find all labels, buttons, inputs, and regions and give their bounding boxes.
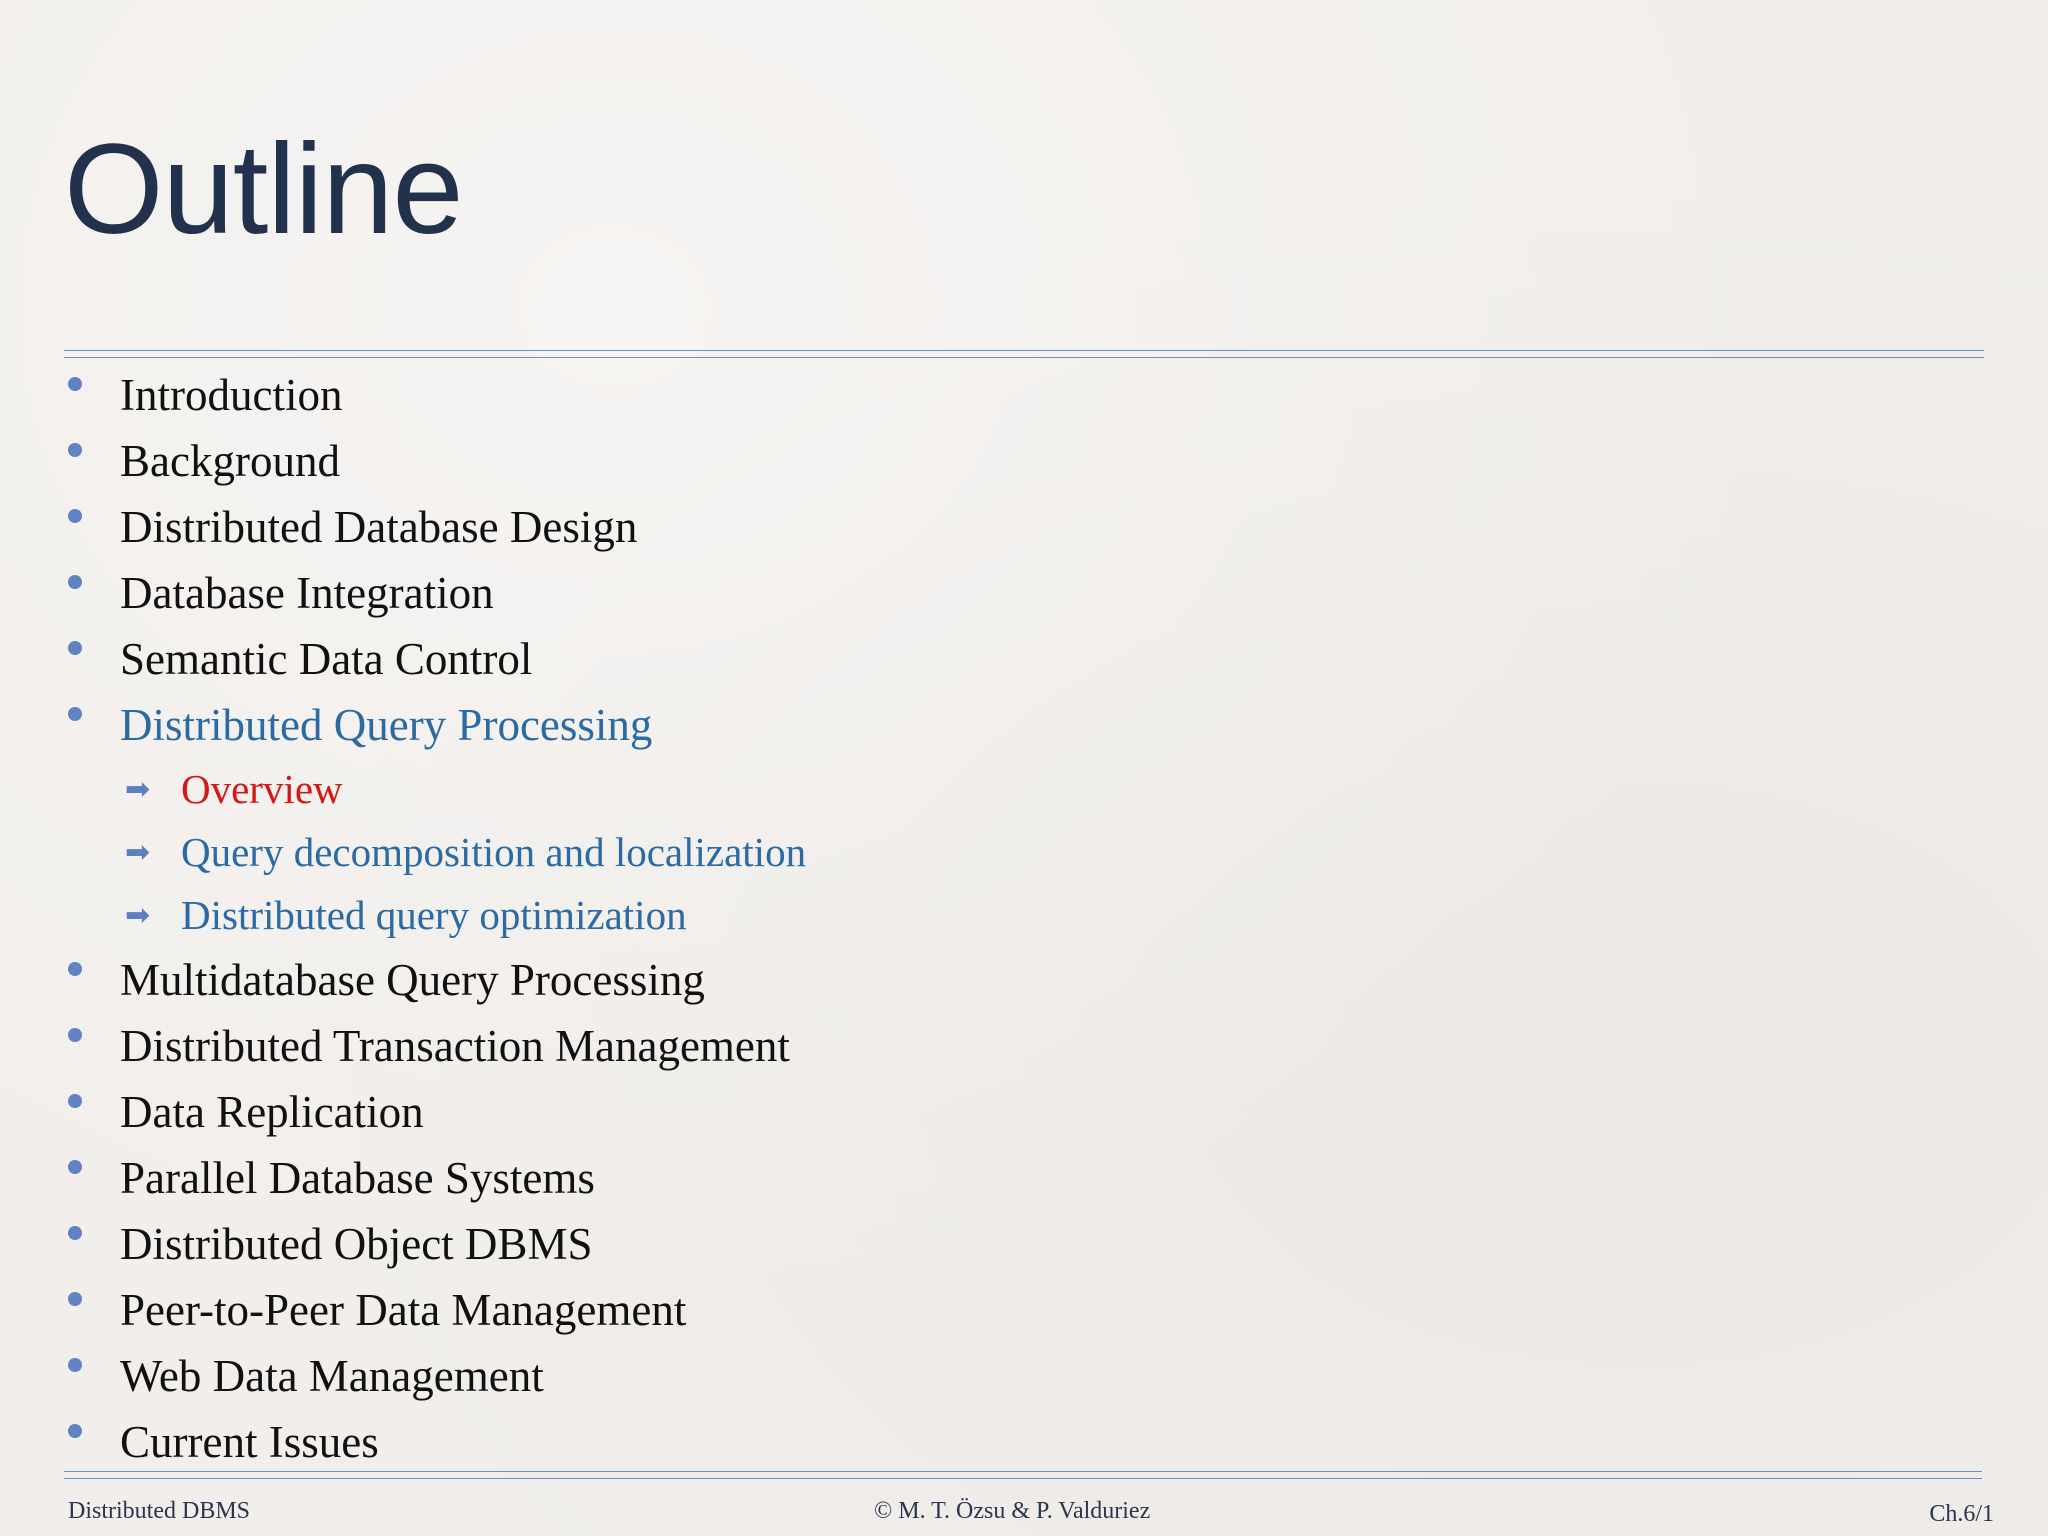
outline-item-background xyxy=(60,428,806,494)
bullet-icon xyxy=(68,707,82,721)
outline-item-label: Peer-to-Peer Data Management xyxy=(120,1285,687,1335)
footer-rule-secondary xyxy=(64,1478,1982,1479)
outline-item-current-issues xyxy=(60,1409,806,1475)
bullet-icon xyxy=(68,443,82,457)
arrow-right-icon: ➡ xyxy=(125,898,151,933)
outline-item-label: Background xyxy=(120,436,340,486)
bullet-icon xyxy=(68,962,82,976)
header-rule-secondary xyxy=(64,357,1984,358)
outline-subitem-distributed-query-optimization xyxy=(60,884,806,947)
slide-title: Outline xyxy=(64,118,463,261)
outline-item-label: Distributed Transaction Management xyxy=(120,1021,790,1071)
bullet-icon xyxy=(68,377,82,391)
outline-item-parallel-database-systems xyxy=(60,1145,806,1211)
bullet-icon xyxy=(68,1028,82,1042)
bullet-icon xyxy=(68,1424,82,1438)
outline-item-label: Web Data Management xyxy=(120,1351,544,1401)
outline-item-multidatabase-query-processing xyxy=(60,947,806,1013)
outline-item-peer-to-peer-data-management xyxy=(60,1277,806,1343)
outline-item-introduction xyxy=(60,362,806,428)
outline-subitem-overview xyxy=(60,758,806,821)
bullet-icon xyxy=(68,1226,82,1240)
outline-item-label: Multidatabase Query Processing xyxy=(120,955,705,1005)
footer-rule xyxy=(64,1471,1982,1472)
outline-item-web-data-management xyxy=(60,1343,806,1409)
outline-item-label: Database Integration xyxy=(120,568,494,618)
outline-item-label: Distributed Database Design xyxy=(120,502,638,552)
outline-item-label: Current Issues xyxy=(120,1417,379,1467)
outline-item-label: Distributed Query Processing xyxy=(120,700,653,750)
footer-course-name: Distributed DBMS xyxy=(68,1498,251,1524)
bullet-icon xyxy=(68,1358,82,1372)
bullet-icon xyxy=(68,575,82,589)
outline-item-label: Introduction xyxy=(120,370,343,420)
bullet-icon xyxy=(68,1160,82,1174)
bullet-icon xyxy=(68,641,82,655)
outline-subitem-label: Overview xyxy=(181,766,343,812)
outline-item-database-integration xyxy=(60,560,806,626)
footer-page-number: Ch.6/1 xyxy=(1929,1501,1994,1527)
outline-item-distributed-transaction-management xyxy=(60,1013,806,1079)
footer-copyright: © M. T. Özsu & P. Valduriez xyxy=(874,1498,1151,1524)
outline-item-label: Semantic Data Control xyxy=(120,634,533,684)
bullet-icon xyxy=(68,1094,82,1108)
outline-item-distributed-query-processing xyxy=(60,692,806,758)
arrow-right-icon: ➡ xyxy=(125,835,151,870)
outline-subitem-label: Distributed query optimization xyxy=(181,892,687,938)
outline-subitem-query-decomposition xyxy=(60,821,806,884)
outline-item-label: Distributed Object DBMS xyxy=(120,1219,593,1269)
outline-item-distributed-database-design xyxy=(60,494,806,560)
bullet-icon xyxy=(68,509,82,523)
bullet-icon xyxy=(68,1292,82,1306)
arrow-right-icon: ➡ xyxy=(125,772,151,807)
outline-item-distributed-object-dbms xyxy=(60,1211,806,1277)
outline-item-semantic-data-control xyxy=(60,626,806,692)
header-rule xyxy=(64,350,1984,351)
outline-subitem-label: Query decomposition and localization xyxy=(181,829,807,875)
outline-item-label: Data Replication xyxy=(120,1087,424,1137)
outline-item-label: Parallel Database Systems xyxy=(120,1153,595,1203)
outline-item-data-replication xyxy=(60,1079,806,1145)
outline-list xyxy=(60,362,806,1475)
